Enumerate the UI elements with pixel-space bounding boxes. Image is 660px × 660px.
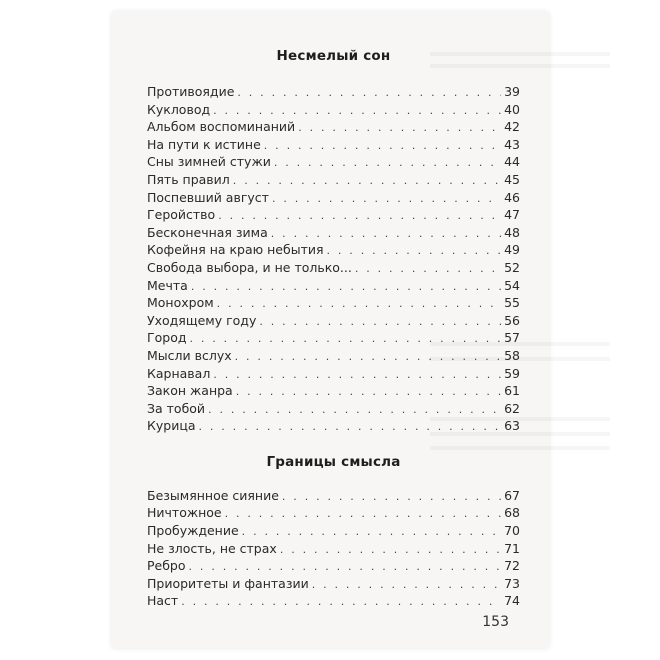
dot-leader — [217, 297, 501, 310]
toc-entry — [147, 137, 520, 155]
dot-leader — [189, 560, 501, 573]
dot-leader — [191, 280, 501, 293]
toc-entry-page: 43 — [504, 136, 520, 152]
toc-entry-page: 39 — [504, 84, 520, 99]
toc-list — [147, 84, 520, 436]
toc-entry — [147, 225, 520, 243]
toc-entry-page: 57 — [504, 330, 520, 346]
toc-entry — [147, 330, 520, 348]
dot-leader — [312, 578, 501, 591]
toc-entry-title: Не злость, не страх — [147, 540, 277, 556]
toc-entry — [147, 488, 520, 506]
toc-entry-title: Альбом воспоминаний — [147, 119, 296, 135]
toc-entry-page: 68 — [504, 505, 520, 521]
toc-entry-page: 59 — [504, 365, 520, 381]
dot-leader — [298, 121, 501, 134]
dot-leader — [208, 403, 501, 416]
dot-leader — [327, 244, 501, 257]
toc-entry — [147, 242, 520, 260]
toc-entry — [147, 418, 520, 436]
toc-entry — [147, 383, 520, 401]
toc-entry — [147, 541, 520, 559]
dot-leader — [271, 227, 501, 240]
toc-entry — [147, 523, 520, 541]
toc-entry-title: Свобода выбора, и не только... — [147, 259, 352, 275]
dot-leader — [280, 543, 501, 556]
toc-entry-title: Наст — [147, 593, 179, 609]
toc-entry-page: 40 — [504, 101, 520, 117]
toc-entry-page: 61 — [504, 383, 520, 399]
toc-entry-title: Карнавал — [147, 365, 211, 381]
toc-entry-page: 56 — [504, 312, 520, 328]
section-heading: Границы смысла — [266, 453, 401, 470]
toc-entry — [147, 558, 520, 576]
toc-entry-page: 67 — [504, 487, 520, 503]
dot-leader — [213, 104, 501, 117]
toc-entry-title: Бесконечная зима — [147, 224, 268, 240]
toc-entry — [147, 102, 520, 120]
toc-entry-page: 73 — [504, 575, 520, 591]
toc-entry — [147, 313, 520, 331]
toc-entry-title: Монохром — [147, 295, 214, 311]
dot-leader — [233, 174, 501, 187]
toc-entry-title: Пробуждение — [147, 523, 239, 539]
dot-leader — [225, 507, 501, 520]
toc-entry-page: 74 — [504, 593, 520, 609]
toc-entry — [147, 295, 520, 313]
toc-entry — [147, 366, 520, 384]
dot-leader — [199, 420, 502, 433]
toc-entry — [147, 154, 520, 172]
section-heading: Несмелый сон — [276, 48, 391, 64]
toc-entry-page: 42 — [504, 119, 520, 135]
toc-entry-page: 45 — [504, 171, 520, 187]
toc-entry — [147, 190, 520, 208]
dot-leader — [259, 315, 501, 328]
toc-entry-title: Уходящему году — [147, 312, 257, 328]
toc-entry-page: 71 — [504, 540, 520, 556]
dot-leader — [282, 490, 501, 503]
toc-entry — [147, 505, 520, 523]
dot-leader — [190, 332, 502, 345]
toc-entry-title: За тобой — [147, 400, 206, 416]
toc-entry-title: На пути к истине — [147, 136, 261, 152]
dot-leader — [237, 86, 501, 99]
toc-entry-title: Противоядие — [147, 84, 235, 99]
toc-entry-page: 63 — [504, 418, 520, 434]
toc-entry-page: 52 — [504, 259, 520, 275]
toc-entry-page: 44 — [504, 154, 520, 170]
toc-entry-page: 55 — [504, 295, 520, 311]
toc-list — [147, 488, 520, 611]
toc-entry-title: Пять правил — [147, 171, 230, 187]
toc-entry — [147, 207, 520, 225]
toc-entry — [147, 84, 520, 102]
toc-entry-title: Безымянное сияние — [147, 487, 279, 503]
toc-entry-title: Курица — [147, 418, 196, 434]
toc-entry-page: 62 — [504, 400, 520, 416]
toc-entry-page: 54 — [504, 277, 520, 293]
dot-leader — [272, 192, 501, 205]
toc-entry-title: Приоритеты и фантазии — [147, 575, 309, 591]
page-number: 153 — [482, 614, 509, 630]
book-page — [112, 12, 549, 648]
dot-leader — [213, 368, 501, 381]
toc-entry — [147, 593, 520, 611]
toc-entry-page: 72 — [504, 558, 520, 574]
toc-entry-title: Закон жанра — [147, 383, 233, 399]
toc-entry — [147, 348, 520, 366]
toc-entry-title: Сны зимней стужи — [147, 154, 271, 170]
toc-entry-title: Мечта — [147, 277, 188, 293]
toc-entry — [147, 260, 520, 278]
dot-leader — [355, 262, 501, 275]
toc-entry-page: 48 — [504, 224, 520, 240]
dot-leader — [236, 385, 501, 398]
dot-leader — [242, 525, 501, 538]
toc-entry-title: Ничтожное — [147, 505, 222, 521]
dot-leader — [235, 350, 501, 363]
toc-entry-page: 70 — [504, 523, 520, 539]
toc-entry-title: Кукловод — [147, 101, 211, 117]
dot-leader — [274, 156, 501, 169]
dot-leader — [181, 595, 501, 608]
toc-entry — [147, 172, 520, 190]
toc-entry — [147, 401, 520, 419]
toc-entry-page: 46 — [504, 189, 520, 205]
toc-entry-title: Ребро — [147, 558, 186, 574]
toc-entry-page: 58 — [504, 347, 520, 363]
toc-entry-title: Город — [147, 330, 187, 346]
toc-entry — [147, 576, 520, 594]
dot-leader — [264, 139, 501, 152]
toc-entry-title: Мысли вслух — [147, 347, 232, 363]
toc-entry-page: 49 — [504, 242, 520, 258]
dot-leader — [218, 209, 501, 222]
toc-entry — [147, 119, 520, 137]
table-of-contents — [147, 48, 520, 611]
toc-entry-title: Геройство — [147, 207, 216, 223]
toc-entry-title: Кофейня на краю небытия — [147, 242, 324, 258]
toc-entry-page: 47 — [504, 207, 520, 223]
toc-entry — [147, 278, 520, 296]
toc-entry-title: Поспевший август — [147, 189, 269, 205]
